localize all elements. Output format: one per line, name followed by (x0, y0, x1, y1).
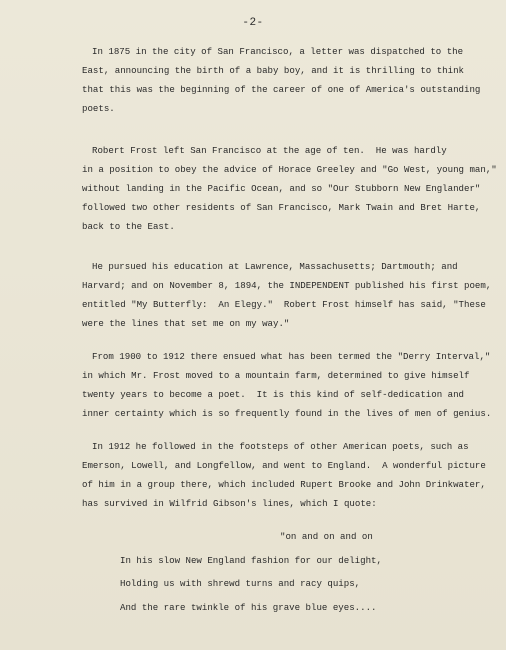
paragraph-left-sf (82, 141, 497, 236)
paragraph-derry-interval (82, 347, 492, 423)
text-line: that this was the beginning of the career of one of America's outstanding (82, 84, 481, 95)
text-line: Harvard; and on November 8, 1894, the INDEPENDENT published his first poem, (82, 280, 492, 291)
paragraph-birth (82, 42, 482, 118)
text-line: has survived in Wilfrid Gibson's lines, which I quote: (82, 498, 377, 509)
text-line: twenty years to become a poet. It is this kind of self-dedication and (82, 389, 464, 400)
text-line: Emerson, Lowell, and Longfellow, and went to England. A wonderful picture (82, 460, 486, 471)
page-number: -2- (242, 17, 264, 29)
quote-line: In his slow New England fashion for our delight, (120, 554, 382, 566)
quote-line: Holding us with shrewd turns and racy quips, (120, 578, 361, 589)
text-line: Robert Frost left San Francisco at the age of ten. He was hardly (92, 145, 447, 156)
text-line: poets. (82, 103, 115, 114)
text-line: In 1875 in the city of San Francisco, a letter was dispatched to the (92, 46, 464, 57)
text-line: He pursued his education at Lawrence, Massachusetts; Dartmouth; and (92, 261, 458, 272)
text-line: entitled "My Butterfly: An Elegy." Robert Frost himself has said, "These (82, 299, 486, 310)
text-line: were the lines that set me on my way." (82, 318, 290, 329)
text-line: in a position to obey the advice of Horace Greeley and "Go West, young man," (82, 164, 497, 175)
text-line: in which Mr. Frost moved to a mountain farm, determined to give himself (82, 370, 470, 381)
text-line: From 1900 to 1912 there ensued what has been termed the "Derry Interval," (92, 351, 491, 362)
paragraph-education (82, 257, 492, 333)
text-line: followed two other residents of San Francisco, Mark Twain and Bret Harte, (82, 202, 481, 213)
quote-line: And the rare twinkle of his grave blue eyes.... (120, 601, 377, 613)
text-line: East, announcing the birth of a baby boy, and it is thrilling to think (82, 65, 464, 76)
text-line: In 1912 he followed in the footsteps of other American poets, such as (92, 441, 469, 452)
text-line: without landing in the Pacific Ocean, and so "Our Stubborn New Englander" (82, 183, 481, 194)
text-line: back to the East. (82, 221, 175, 232)
poem-quote (120, 525, 480, 619)
text-line: inner certainty which is so frequently found in the lives of men of genius. (82, 408, 492, 419)
quote-line: "on and on and on (280, 531, 373, 542)
text-line: of him in a group there, which included Rupert Brooke and John Drinkwater, (82, 479, 486, 490)
paragraph-england (82, 437, 486, 513)
